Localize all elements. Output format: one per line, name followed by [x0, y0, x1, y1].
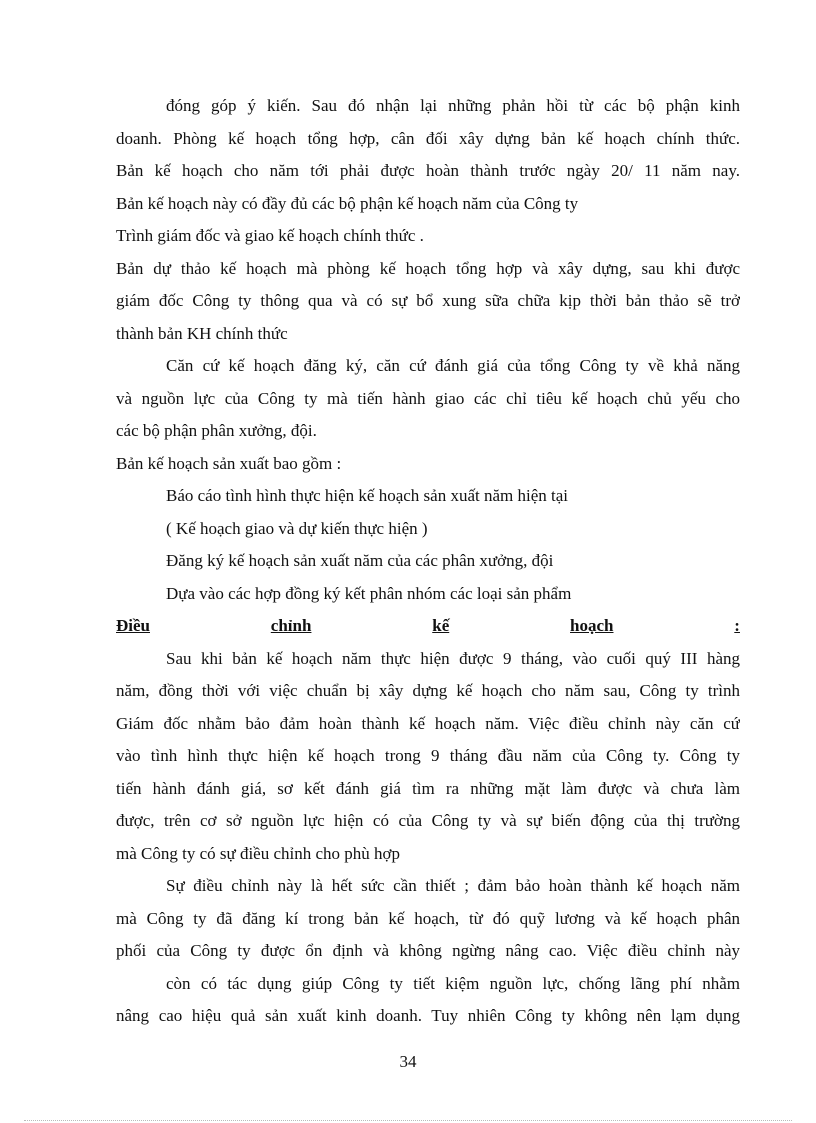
text-line: Giám đốc nhằm bảo đảm hoàn thành kế hoạch năm. Việc điều chỉnh này căn cứ [116, 713, 740, 733]
text-line: Bản kế hoạch này có đầy đủ các bộ phận kế hoạch năm của Công ty [116, 193, 579, 213]
text-line: Bản kế hoạch cho năm tới phải được hoàn thành trước ngày 20/ 11 năm nay. [116, 161, 740, 180]
text-line: Căn cứ kế hoạch đăng ký, căn cứ đánh giá của tổng Công ty về khả năng [166, 356, 740, 375]
text-line: nâng cao hiệu quả sản xuất kinh doanh. Tuy nhiên Công ty không nên lạm dụng [116, 1006, 740, 1025]
text-line: đóng góp ý kiến. Sau đó nhận lại những phản hồi từ các bộ phận kinh [166, 96, 740, 115]
list-item: Đăng ký kế hoạch sản xuất năm của các phân xưởng, đội [166, 551, 554, 570]
text-line: tiến hành đánh giá, sơ kết đánh giá tìm ra những mặt làm được và chưa làm [116, 778, 740, 798]
heading-word: hoạch [570, 616, 614, 635]
text-line: được, trên cơ sở nguồn lực hiện có của Công ty và sự biến động của thị trường [116, 811, 740, 830]
text-line: phối của Công ty được ổn định và không ngừng nâng cao. Việc điều chỉnh này [116, 941, 740, 960]
document-body [116, 90, 740, 1033]
text-line: và nguồn lực của Công ty mà tiến hành giao các chỉ tiêu kế hoạch chủ yếu cho [116, 388, 740, 408]
text-line: còn có tác dụng giúp Công ty tiết kiệm nguồn lực, chống lãng phí nhằm [166, 973, 740, 993]
list-item: Báo cáo tình hình thực hiện kế hoạch sản xuất năm hiện tại [166, 486, 568, 505]
text-line: vào tình hình thực hiện kế hoạch trong 9 tháng đầu năm của Công ty. Công ty [116, 746, 740, 765]
text-line: mà Công ty có sự điều chỉnh cho phù hợp [116, 843, 401, 863]
text-line: Sự điều chỉnh này là hết sức cần thiết ; đảm bảo hoàn thành kế hoạch năm [166, 876, 740, 895]
heading-word: Điều [116, 616, 150, 635]
text-line: Sau khi bản kế hoạch năm thực hiện được 9 tháng, vào cuối quý III hàng [166, 648, 740, 668]
text-line: Bản kế hoạch sản xuất bao gồm : [116, 453, 342, 473]
list-item: Dựa vào các hợp đồng ký kết phân nhóm các loại sản phẩm [166, 583, 572, 603]
section-heading [116, 610, 740, 643]
text-line: Bản dự thảo kế hoạch mà phòng kế hoạch tổng hợp và xây dựng, sau khi được [116, 258, 740, 278]
text-line: Trình giám đốc và giao kế hoạch chính thức . [116, 226, 424, 245]
footer-divider [24, 1120, 792, 1121]
text-line: doanh. Phòng kế hoạch tổng hợp, cân đối xây dựng bản kế hoạch chính thức. [116, 128, 740, 148]
text-line: thành bản KH chính thức [116, 323, 288, 343]
heading-word: chỉnh [270, 616, 312, 635]
page-number: 34 [399, 1052, 417, 1071]
list-item: ( Kế hoạch giao và dự kiến thực hiện ) [166, 518, 428, 538]
text-line: giám đốc Công ty thông qua và có sự bổ xung sữa chữa kịp thời bản thảo sẽ trở [116, 291, 740, 310]
text-line: mà Công ty đã đăng kí trong bản kế hoạch, từ đó quỹ lương và kế hoạch phân [116, 908, 740, 928]
heading-word: kế [432, 616, 450, 635]
text-line: các bộ phận phân xưởng, đội. [116, 421, 317, 440]
text-line: năm, đồng thời với việc chuẩn bị xây dựng kế hoạch cho năm sau, Công ty trình [116, 681, 740, 700]
heading-word: : [734, 616, 740, 635]
